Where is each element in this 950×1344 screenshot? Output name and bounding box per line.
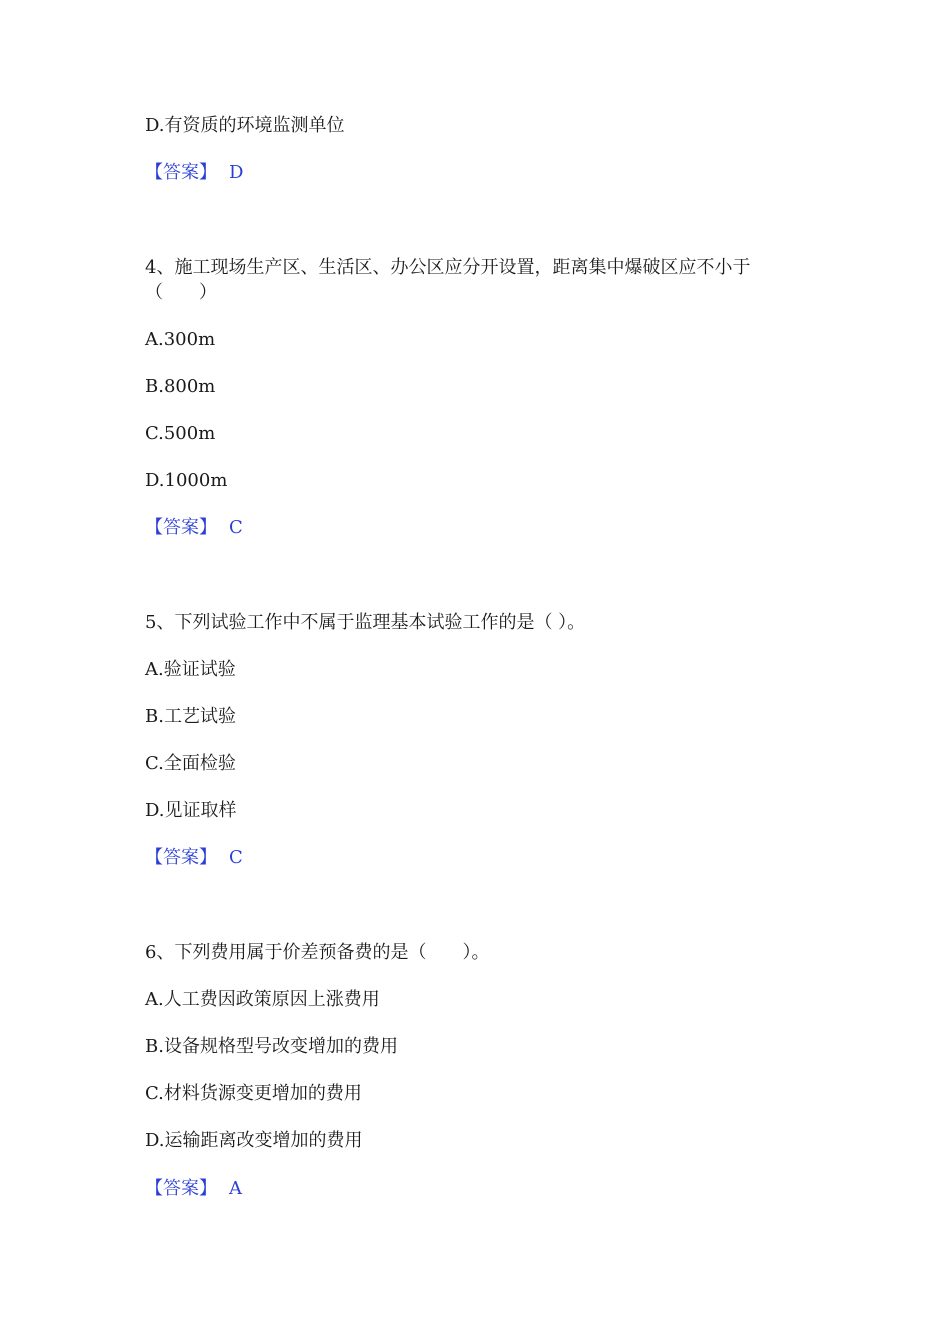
q4-stem-line2: （ ）: [145, 282, 217, 303]
q5-option-b: B.工艺试验: [145, 706, 236, 727]
q6-option-d: D.运输距离改变增加的费用: [145, 1130, 363, 1151]
q6-answer-label: 【答案】: [145, 1178, 217, 1199]
q6-answer-value: A: [229, 1178, 242, 1199]
q6-answer: [145, 1178, 242, 1200]
q6-option-c: C.材料货源变更增加的费用: [145, 1083, 362, 1104]
q5-option-a: A.验证试验: [145, 659, 236, 680]
q6-option-a: A.人工费因政策原因上涨费用: [145, 989, 380, 1010]
q4-option-c: C.500m: [145, 423, 216, 444]
q4-option-b: B.800m: [145, 376, 216, 397]
q4-option-a: A.300m: [145, 329, 216, 350]
q3-answer: [145, 162, 243, 184]
q3-answer-label: 【答案】: [145, 162, 217, 183]
q5-option-d: D.见证取样: [145, 800, 237, 821]
q3-answer-value: D: [229, 162, 244, 183]
q5-option-c: C.全面检验: [145, 753, 236, 774]
q5-answer-label: 【答案】: [145, 847, 217, 868]
q4-option-d: D.1000m: [145, 470, 228, 491]
q6-stem: 6、下列费用属于价差预备费的是（ ）。: [145, 942, 490, 963]
q4-answer-label: 【答案】: [145, 517, 217, 538]
q4-answer: [145, 517, 243, 539]
q6-option-b: B.设备规格型号改变增加的费用: [145, 1036, 398, 1057]
q4-answer-value: C: [229, 517, 243, 538]
q5-stem: 5、下列试验工作中不属于监理基本试验工作的是（ ）。: [145, 612, 586, 633]
q4-stem-line1: 4、施工现场生产区、生活区、办公区应分开设置，距离集中爆破区应不小于: [145, 257, 751, 278]
q3-option-d: D.有资质的环境监测单位: [145, 115, 345, 136]
q5-answer: [145, 847, 243, 869]
q5-answer-value: C: [229, 847, 243, 868]
